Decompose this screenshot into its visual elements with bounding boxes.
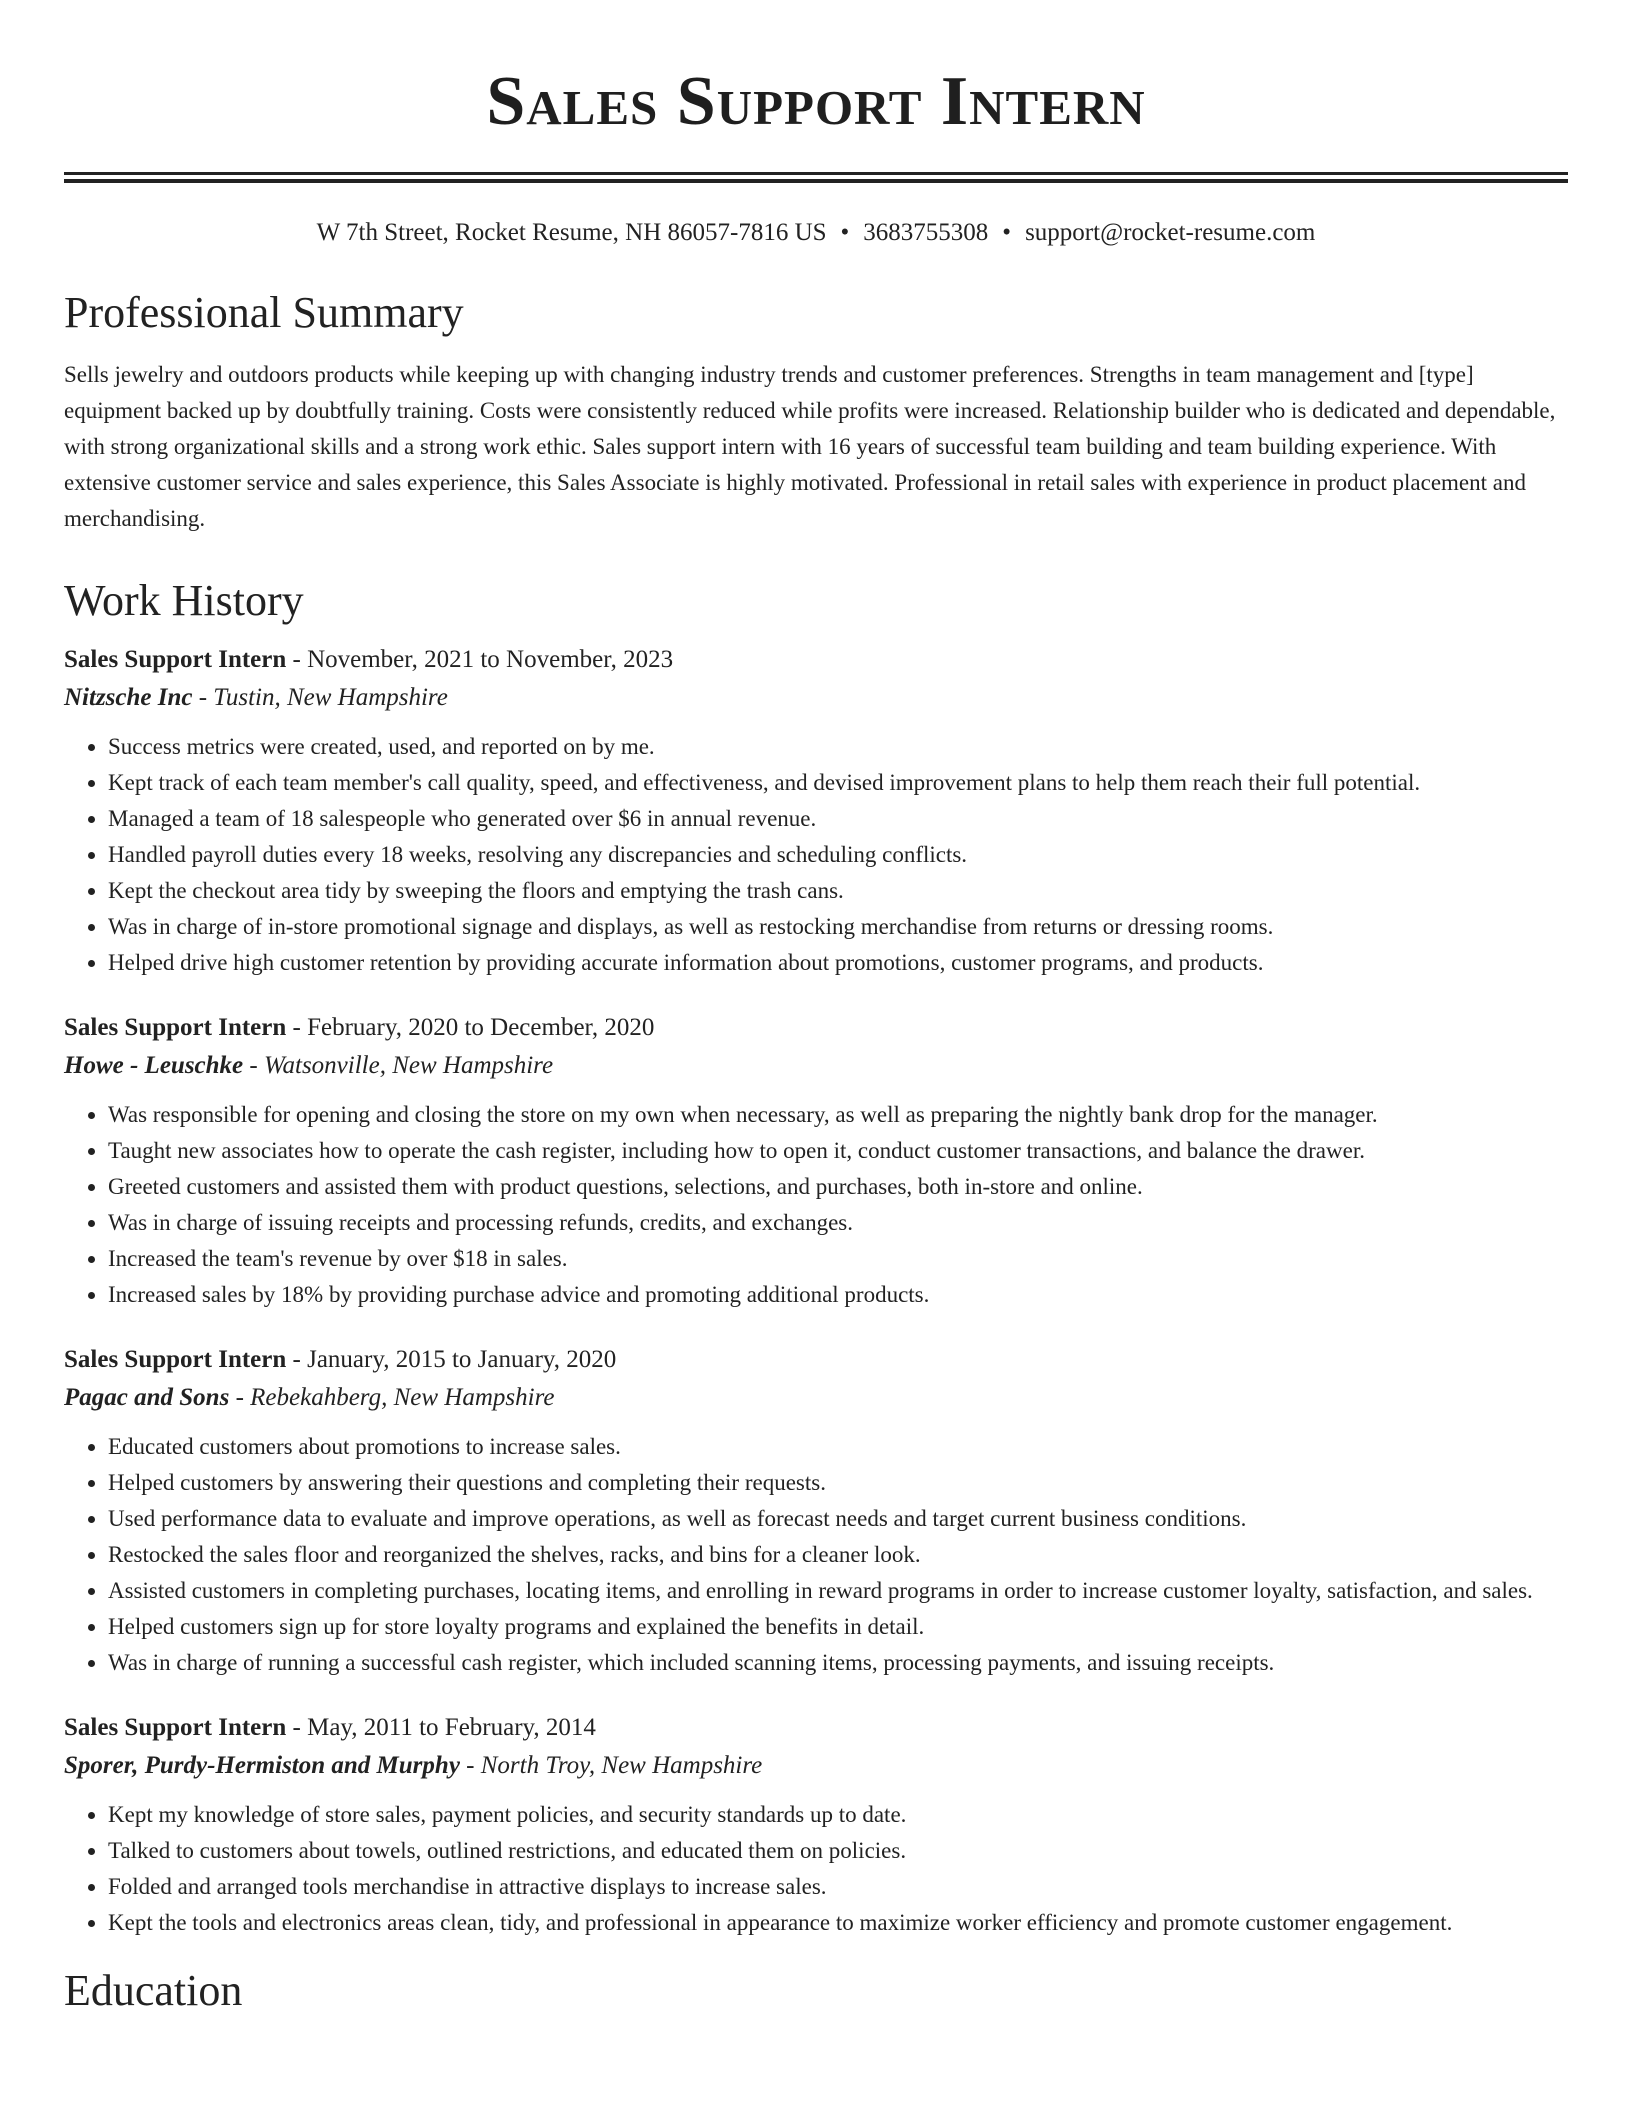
job-location: - North Troy, New Hampshire: [459, 1752, 763, 1779]
job-title-line: [64, 1009, 1568, 1047]
list-item: • Kept my knowledge of store sales, payment policies, and security standards up to date.: [108, 1797, 1568, 1833]
job-dates: - May, 2011 to February, 2014: [286, 1714, 596, 1741]
contact-address: W 7th Street, Rocket Resume, NH 86057-7816 US: [316, 219, 827, 246]
list-item: • Was responsible for opening and closing the store on my own when necessary, as well as preparing the nightly bank drop for the manager.: [108, 1097, 1568, 1133]
job-location: - Rebekahberg, New Hampshire: [229, 1384, 555, 1411]
list-item: • Used performance data to evaluate and improve operations, as well as forecast needs and target current business conditions.: [108, 1501, 1568, 1537]
job-entry: [64, 641, 1568, 981]
job-role: Sales Support Intern: [64, 646, 287, 673]
job-company-line: [64, 1379, 1568, 1417]
job-entry: [64, 1009, 1568, 1313]
job-bullets: [64, 1429, 1568, 1681]
list-item: • Success metrics were created, used, and reported on by me.: [108, 729, 1568, 765]
contact-separator: •: [1002, 219, 1012, 246]
summary-text: Sells jewelry and outdoors products while keeping up with changing industry trends and customer preferences. Strengths in team management and [type] equipment backed up by doubtfully training. Costs were consistently reduced while profits were increased. Relationship builder who is dedicated and dependable, with strong organizational skills and a strong work ethic. Sales support intern with 16 years of successful team building and team building experience. With extensive customer service and sales experience, this Sales Associate is highly motivated. Professional in retail sales with experience in product placement and merchandising.: [64, 362, 1556, 531]
list-item: • Folded and arranged tools merchandise in attractive displays to increase sales.: [108, 1869, 1568, 1905]
list-item: • Educated customers about promotions to increase sales.: [108, 1429, 1568, 1465]
job-role: Sales Support Intern: [64, 1014, 287, 1041]
list-item: • Was in charge of running a successful cash register, which included scanning items, processing payments, and issuing receipts.: [108, 1645, 1568, 1681]
list-item: • Increased the team's revenue by over $18 in sales.: [108, 1241, 1568, 1277]
list-item: • Taught new associates how to operate the cash register, including how to open it, conduct customer transactions, and balance the drawer.: [108, 1133, 1568, 1169]
contact-phone: 3683755308: [863, 219, 989, 246]
list-item: • Helped customers sign up for store loyalty programs and explained the benefits in detail.: [108, 1609, 1568, 1645]
job-company-line: [64, 1047, 1568, 1085]
job-company: Pagac and Sons: [64, 1384, 230, 1411]
job-company: Sporer, Purdy-Hermiston and Murphy: [64, 1752, 460, 1779]
job-company: Nitzsche Inc: [64, 684, 193, 711]
list-item: • Restocked the sales floor and reorganized the shelves, racks, and bins for a cleaner look.: [108, 1537, 1568, 1573]
list-item: • Helped customers by answering their questions and completing their requests.: [108, 1465, 1568, 1501]
list-item: • Increased sales by 18% by providing purchase advice and promoting additional products.: [108, 1277, 1568, 1313]
title-divider-bottom: [64, 179, 1568, 183]
job-title-line: [64, 1709, 1568, 1747]
list-item: • Kept track of each team member's call quality, speed, and effectiveness, and devised improvement plans to help them reach their full potential.: [108, 765, 1568, 801]
job-entry: [64, 1341, 1568, 1681]
job-location: - Watsonville, New Hampshire: [243, 1052, 554, 1079]
contact-separator: •: [840, 219, 850, 246]
list-item: • Kept the checkout area tidy by sweeping the floors and emptying the trash cans.: [108, 873, 1568, 909]
title-divider-top: [64, 172, 1568, 175]
list-item: • Managed a team of 18 salespeople who generated over $6 in annual revenue.: [108, 801, 1568, 837]
list-item: • Greeted customers and assisted them with product questions, selections, and purchases, both in-store and online.: [108, 1169, 1568, 1205]
work-history-heading: Work History: [64, 576, 304, 625]
job-company-line: [64, 679, 1568, 717]
job-role: Sales Support Intern: [64, 1714, 287, 1741]
education-heading: Education: [64, 1966, 243, 2015]
list-item: • Talked to customers about towels, outlined restrictions, and educated them on policies.: [108, 1833, 1568, 1869]
job-dates: - February, 2020 to December, 2020: [286, 1014, 655, 1041]
job-role: Sales Support Intern: [64, 1346, 287, 1373]
job-dates: - January, 2015 to January, 2020: [286, 1346, 617, 1373]
summary-heading: Professional Summary: [64, 288, 464, 337]
job-dates: - November, 2021 to November, 2023: [286, 646, 674, 673]
job-title-line: [64, 641, 1568, 679]
list-item: • Assisted customers in completing purchases, locating items, and enrolling in reward programs in order to increase customer loyalty, satisfaction, and sales.: [108, 1573, 1568, 1609]
list-item: • Handled payroll duties every 18 weeks, resolving any discrepancies and scheduling conflicts.: [108, 837, 1568, 873]
job-title-line: [64, 1341, 1568, 1379]
list-item: • Helped drive high customer retention by providing accurate information about promotions, customer programs, and products.: [108, 945, 1568, 981]
job-company: Howe - Leuschke: [64, 1052, 244, 1079]
list-item: • Kept the tools and electronics areas clean, tidy, and professional in appearance to maximize worker efficiency and promote customer engagement.: [108, 1905, 1568, 1941]
job-bullets: [64, 729, 1568, 981]
job-location: - Tustin, New Hampshire: [192, 684, 448, 711]
job-bullets: [64, 1797, 1568, 1941]
job-company-line: [64, 1747, 1568, 1785]
page-title: Sales Support Intern: [486, 63, 1146, 140]
job-bullets: [64, 1097, 1568, 1313]
contact-line: [64, 217, 1568, 249]
list-item: • Was in charge of in-store promotional signage and displays, as well as restocking merchandise from returns or dressing rooms.: [108, 909, 1568, 945]
contact-email: support@rocket-resume.com: [1025, 219, 1316, 246]
list-item: • Was in charge of issuing receipts and processing refunds, credits, and exchanges.: [108, 1205, 1568, 1241]
job-entry: [64, 1709, 1568, 1941]
